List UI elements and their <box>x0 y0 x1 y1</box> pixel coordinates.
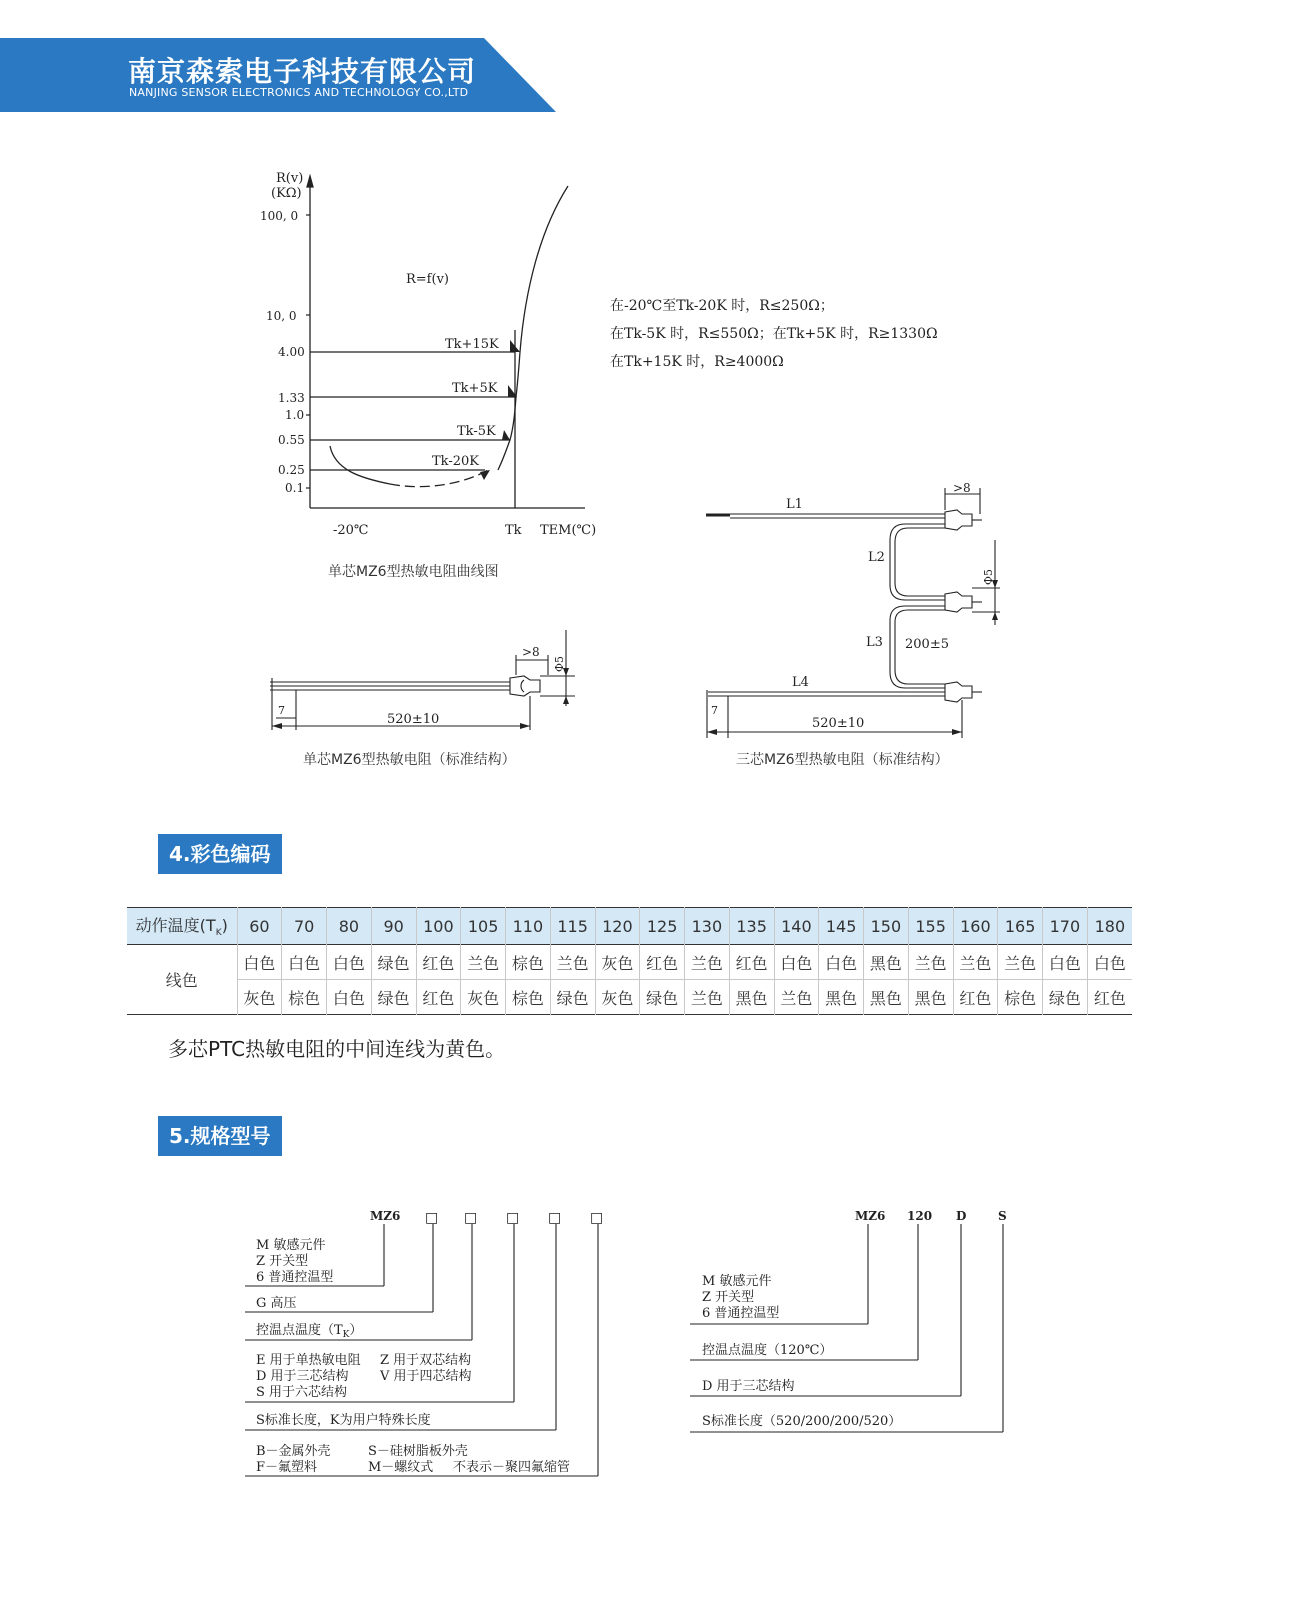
wire-color-cell: 黑色 <box>729 980 774 1015</box>
spec-note-2: 在Tk-5K 时，R≤550Ω；在Tk+5K 时，R≥1330Ω <box>610 326 938 342</box>
y-tick-100: 100, 0 <box>260 209 299 223</box>
right-d: D 用于三芯结构 <box>702 1379 795 1394</box>
temp-cell: 120 <box>595 908 640 945</box>
left-box-2: □ <box>464 1210 478 1226</box>
temp-cell: 105 <box>461 908 506 945</box>
left-d: D 用于三芯结构 <box>256 1369 349 1384</box>
three-l2: L2 <box>868 550 885 565</box>
model-code-legend <box>240 1200 620 1490</box>
wire-color-cell: 灰色 <box>237 980 282 1015</box>
temp-cell: 135 <box>729 908 774 945</box>
right-code-mz6: MZ6 <box>855 1209 886 1223</box>
right-six: 6 普通控温型 <box>702 1306 780 1321</box>
temp-cell: 80 <box>327 908 372 945</box>
table-header-row <box>127 908 1132 945</box>
left-len: S标准长度，K为用户特殊长度 <box>256 1413 431 1428</box>
wire-color-cell: 兰色 <box>774 980 819 1015</box>
wire-color-cell: 白色 <box>327 945 372 980</box>
wire-color-cell: 黑色 <box>819 980 864 1015</box>
right-code-s: S <box>998 1209 1007 1223</box>
left-e: E 用于单热敏电阻 <box>256 1353 361 1368</box>
three-core-caption: 三芯MZ6型热敏电阻（标准结构） <box>736 752 949 768</box>
single-dim-phi: Φ5 <box>553 655 566 672</box>
left-z: Z 开关型 <box>256 1254 309 1269</box>
wire-color-cell: 红色 <box>416 980 461 1015</box>
three-l4: L4 <box>792 675 809 690</box>
marker-tk-minus-20: Tk-20K <box>432 454 479 469</box>
wire-color-cell: 白色 <box>237 945 282 980</box>
section-4-title: 4.彩色编码 <box>158 834 282 874</box>
left-m: M 敏感元件 <box>256 1238 326 1253</box>
y-tick-0.55: 0.55 <box>278 433 305 447</box>
left-g: G 高压 <box>256 1296 297 1311</box>
left-v: V 用于四芯结构 <box>380 1369 472 1384</box>
wire-color-cell: 黑色 <box>908 980 953 1015</box>
left-tk: 控温点温度$(T_K)$ <box>256 1323 363 1340</box>
wire-color-cell: 白色 <box>327 980 372 1015</box>
temp-cell: 170 <box>1043 908 1088 945</box>
table-row <box>127 945 1132 980</box>
middle-wire-note: 多芯PTC热敏电阻的中间连线为黄色。 <box>168 1037 506 1061</box>
wire-color-cell: 白色 <box>282 945 327 980</box>
wire-color-cell: 绿色 <box>640 980 685 1015</box>
single-core-caption: 单芯MZ6型热敏电阻（标准结构） <box>303 752 516 768</box>
left-s6: S 用于六芯结构 <box>256 1385 348 1400</box>
wire-color-cell: 棕色 <box>506 980 551 1015</box>
wire-color-cell: 兰色 <box>685 945 730 980</box>
wire-color-cell: 白色 <box>1087 945 1132 980</box>
wire-color-cell: 兰色 <box>908 945 953 980</box>
three-dim-length: 520±10 <box>812 716 865 731</box>
wire-color-cell: 灰色 <box>595 945 640 980</box>
wire-color-cell: 棕色 <box>506 945 551 980</box>
company-name-en: NANJING SENSOR ELECTRONICS AND TECHNOLOGY CO.,LTD <box>129 86 469 99</box>
marker-tk-minus-5: Tk-5K <box>457 424 496 439</box>
left-box-1: □ <box>425 1210 439 1226</box>
temp-cell: 155 <box>908 908 953 945</box>
three-dim-gt8: >8 <box>953 481 971 495</box>
three-dim-7: 7 <box>711 704 718 717</box>
marker-tk-plus-15: Tk+15K <box>445 337 499 352</box>
action-temp-header: 动作温度$(T_K)$ <box>127 908 237 945</box>
resistance-curve-diagram <box>250 165 620 595</box>
wire-color-cell: 红色 <box>1087 980 1132 1015</box>
temp-cell: 100 <box>416 908 461 945</box>
right-code-d: D <box>956 1209 967 1223</box>
y-tick-0.1: 0.1 <box>285 481 305 495</box>
temp-cell: 70 <box>282 908 327 945</box>
wire-color-cell: 红色 <box>640 945 685 980</box>
y-tick-10: 10, 0 <box>266 309 297 323</box>
wire-color-cell: 兰色 <box>550 945 595 980</box>
wire-color-cell: 兰色 <box>685 980 730 1015</box>
marker-tk-plus-5: Tk+5K <box>452 381 498 396</box>
three-core-structure-diagram <box>700 475 1000 775</box>
model-example-legend <box>685 1200 1025 1440</box>
left-s-shell: S－硅树脂板外壳 <box>368 1444 468 1459</box>
color-code-table <box>127 907 1132 1015</box>
single-core-structure-diagram <box>265 625 585 775</box>
right-m: M 敏感元件 <box>702 1274 772 1289</box>
table-row <box>127 980 1132 1015</box>
y-tick-0.25: 0.25 <box>278 463 305 477</box>
right-z: Z 开关型 <box>702 1290 755 1305</box>
y-axis-label-r: R(v) <box>276 171 304 186</box>
wire-color-cell: 红色 <box>729 945 774 980</box>
left-code-mz6: MZ6 <box>370 1209 401 1223</box>
left-box-5: □ <box>590 1210 604 1226</box>
wire-color-cell: 红色 <box>953 980 998 1015</box>
wire-color-cell: 棕色 <box>282 980 327 1015</box>
y-tick-1: 1.0 <box>285 408 305 422</box>
three-dim-phi: Φ5 <box>982 568 995 585</box>
wire-color-cell: 兰色 <box>998 945 1043 980</box>
single-dim-length: 520±10 <box>387 712 440 727</box>
temp-cell: 150 <box>864 908 909 945</box>
wire-color-cell: 灰色 <box>461 980 506 1015</box>
left-m-screw: M－螺纹式 <box>368 1460 434 1475</box>
wire-color-cell: 兰色 <box>461 945 506 980</box>
temp-cell: 125 <box>640 908 685 945</box>
temp-cell: 140 <box>774 908 819 945</box>
spec-notes <box>605 290 985 380</box>
x-tick-minus-20: -20℃ <box>333 523 369 538</box>
left-b: B－金属外壳 <box>256 1444 331 1459</box>
right-s: S标准长度（520/200/200/520） <box>702 1414 902 1429</box>
wire-color-cell: 黑色 <box>864 980 909 1015</box>
right-tk: 控温点温度（120℃） <box>702 1343 833 1358</box>
temp-cell: 145 <box>819 908 864 945</box>
left-f: F－氟塑料 <box>256 1460 318 1475</box>
left-zz: Z 用于双芯结构 <box>380 1353 472 1368</box>
y-tick-4: 4.00 <box>278 345 305 359</box>
temp-cell: 160 <box>953 908 998 945</box>
section-5-title: 5.规格型号 <box>158 1116 282 1156</box>
left-box-3: □ <box>506 1210 520 1226</box>
single-dim-gt8: >8 <box>522 645 540 659</box>
temp-cell: 90 <box>371 908 416 945</box>
x-axis-label: TEM(℃) <box>540 523 597 538</box>
single-dim-7: 7 <box>278 704 285 717</box>
wire-color-cell: 绿色 <box>550 980 595 1015</box>
left-none: 不表示－聚四氟缩管 <box>453 1460 571 1475</box>
wire-color-cell: 白色 <box>819 945 864 980</box>
wire-color-cell: 绿色 <box>371 945 416 980</box>
left-box-4: □ <box>548 1210 562 1226</box>
left-six: 6 普通控温型 <box>256 1270 334 1285</box>
temp-cell: 110 <box>506 908 551 945</box>
right-code-120: 120 <box>907 1209 933 1223</box>
wire-color-cell: 红色 <box>416 945 461 980</box>
wire-color-cell: 白色 <box>774 945 819 980</box>
y-axis-label-unit: (KΩ) <box>271 186 302 201</box>
temp-cell: 115 <box>550 908 595 945</box>
wire-color-cell: 棕色 <box>998 980 1043 1015</box>
temp-cell: 130 <box>685 908 730 945</box>
wire-color-cell: 兰色 <box>953 945 998 980</box>
temp-cell: 165 <box>998 908 1043 945</box>
curve-caption: 单芯MZ6型热敏电阻曲线图 <box>328 564 499 580</box>
wire-color-cell: 黑色 <box>864 945 909 980</box>
temp-cell: 180 <box>1087 908 1132 945</box>
function-label: R=f(v) <box>406 272 449 287</box>
x-tick-tk: Tk <box>505 523 522 538</box>
wire-color-cell: 绿色 <box>1043 980 1088 1015</box>
wire-color-label: 线色 <box>127 945 237 1015</box>
three-l3: L3 <box>866 635 883 650</box>
spec-note-3: 在Tk+15K 时，R≥4000Ω <box>610 354 784 370</box>
temp-cell: 60 <box>237 908 282 945</box>
three-l1: L1 <box>786 497 803 512</box>
wire-color-cell: 灰色 <box>595 980 640 1015</box>
y-tick-1.33: 1.33 <box>278 391 305 405</box>
wire-color-cell: 绿色 <box>371 980 416 1015</box>
three-dim-200: 200±5 <box>905 637 949 652</box>
wire-color-cell: 白色 <box>1043 945 1088 980</box>
spec-note-1: 在-20℃至Tk-20K 时，R≤250Ω； <box>610 298 834 314</box>
company-name-cn: 南京森索电子科技有限公司 <box>128 55 477 88</box>
